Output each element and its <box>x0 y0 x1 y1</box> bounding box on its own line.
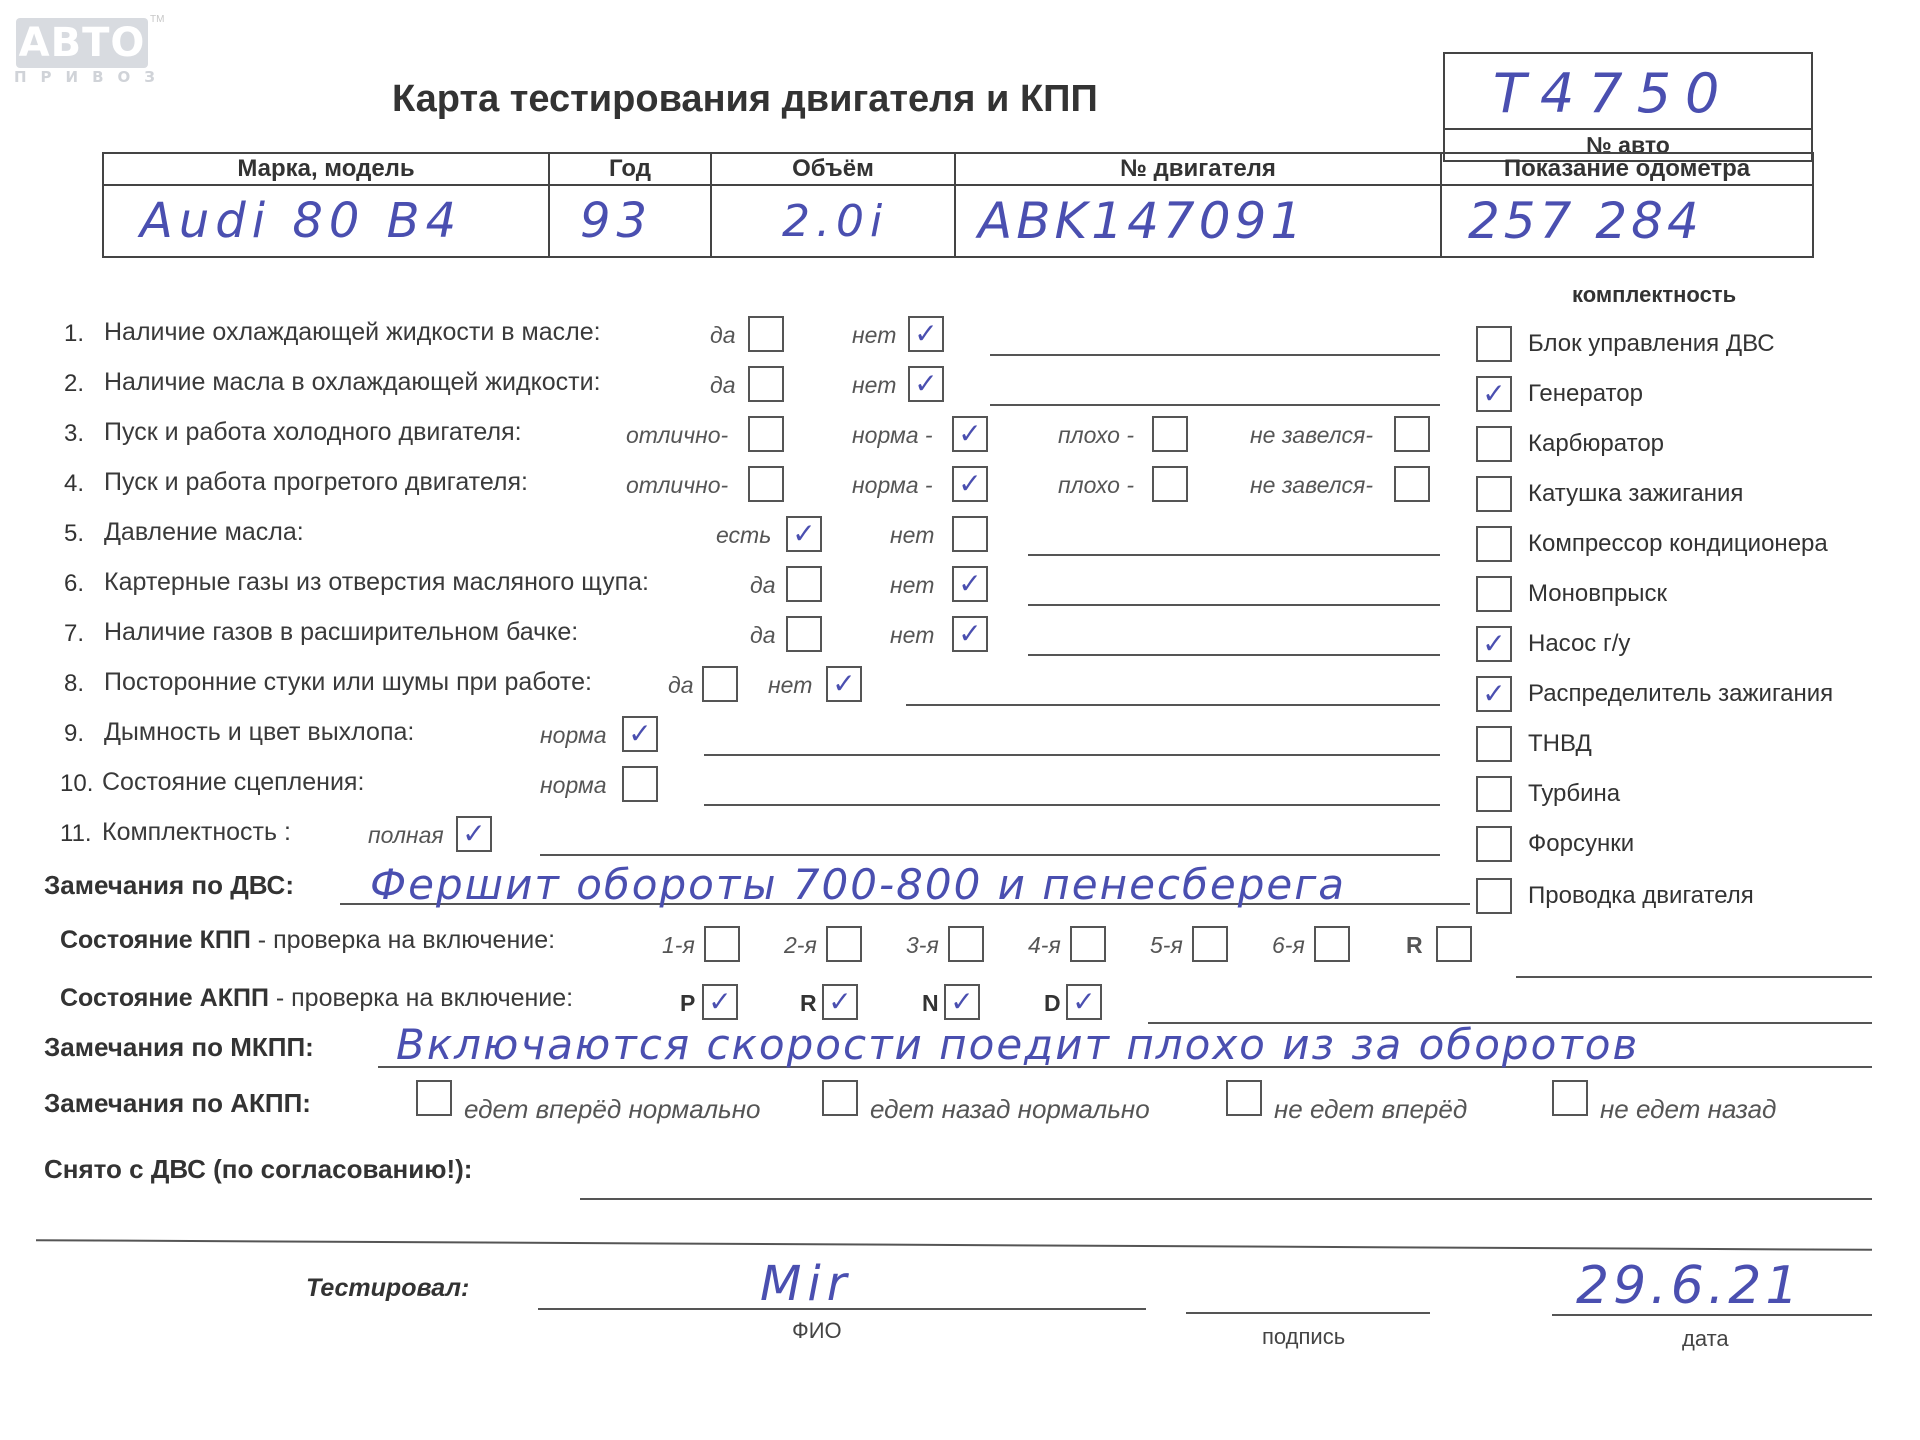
question-text: Наличие охлаждающей жидкости в масле: <box>104 318 601 346</box>
mode-checkbox[interactable] <box>822 984 858 1020</box>
akpp-label-bold: Состояние АКПП <box>60 984 269 1012</box>
kit-item-label: Моновпрыск <box>1528 580 1668 607</box>
question-text: Пуск и работа холодного двигателя: <box>104 418 522 446</box>
auto-number-label: № авто <box>1586 132 1670 158</box>
question-text: Комплектность : <box>102 818 291 846</box>
option-checkbox[interactable] <box>748 466 784 502</box>
option-label: нет <box>768 672 813 698</box>
make-model-value: Audi 80 B4 <box>140 193 463 249</box>
mode-label: P <box>680 990 696 1016</box>
question-number: 5. <box>64 520 85 547</box>
kit-checkbox[interactable] <box>1476 376 1512 412</box>
kit-item-label: ТНВД <box>1528 730 1592 757</box>
answer-line <box>540 854 1440 856</box>
check-mark-icon: ✓ <box>914 367 938 400</box>
option-checkbox[interactable] <box>622 766 658 802</box>
remarks-engine-label: Замечания по ДВС: <box>44 870 294 900</box>
option-checkbox[interactable] <box>1394 416 1430 452</box>
kpp-label-bold: Состояние КПП <box>60 926 251 954</box>
akpp-remark-checkbox[interactable] <box>1552 1080 1588 1116</box>
akpp-remark-checkbox[interactable] <box>416 1080 452 1116</box>
check-mark-icon: ✓ <box>462 817 486 850</box>
remarks-akpp-label: Замечания по АКПП: <box>44 1088 311 1118</box>
option-checkbox[interactable] <box>908 316 944 352</box>
question-text: Наличие газов в расширительном бачке: <box>104 618 579 646</box>
kit-checkbox[interactable] <box>1476 826 1512 862</box>
gear-label: 2-я <box>784 932 817 958</box>
tested-label: Тестировал: <box>306 1274 470 1302</box>
sign-caption: подпись <box>1262 1324 1346 1349</box>
check-mark-icon: ✓ <box>1482 627 1506 660</box>
check-mark-icon: ✓ <box>1482 677 1506 710</box>
answer-line <box>990 354 1440 356</box>
date-caption: дата <box>1682 1326 1729 1351</box>
answer-line <box>906 704 1440 706</box>
kpp-label <box>60 926 555 955</box>
col-volume: Объём <box>711 153 955 185</box>
col-make-model: Марка, модель <box>103 153 549 185</box>
remarks-mkpp-value: Включаются скорости поедит плохо из за оборотов <box>396 1020 1640 1069</box>
option-checkbox[interactable] <box>702 666 738 702</box>
cell-volume <box>711 185 955 257</box>
check-mark-icon: ✓ <box>628 717 652 750</box>
check-mark-icon: ✓ <box>914 317 938 350</box>
kpp-line <box>1516 976 1872 978</box>
question-number: 7. <box>64 620 85 647</box>
odometer-value: 257 284 <box>1468 192 1703 250</box>
gear-checkbox[interactable] <box>1070 926 1106 962</box>
mode-checkbox[interactable] <box>702 984 738 1020</box>
option-label: нет <box>852 322 897 348</box>
page-title: Карта тестирования двигателя и КПП <box>392 78 1098 120</box>
question-number: 2. <box>64 370 85 397</box>
option-label: норма - <box>852 422 933 448</box>
check-mark-icon: ✓ <box>958 567 982 600</box>
sign-line <box>1186 1312 1430 1314</box>
option-label: нет <box>890 622 935 648</box>
kit-item-label: Компрессор кондиционера <box>1528 530 1828 557</box>
option-checkbox[interactable] <box>748 416 784 452</box>
auto-number-box <box>1443 52 1813 128</box>
kit-checkbox[interactable] <box>1476 326 1512 362</box>
col-odometer: Показание одометра <box>1441 153 1813 185</box>
check-mark-icon: ✓ <box>958 617 982 650</box>
gear-checkbox[interactable] <box>1436 926 1472 962</box>
kit-checkbox[interactable] <box>1476 726 1512 762</box>
question-text: Посторонние стуки или шумы при работе: <box>104 668 592 696</box>
question-number: 9. <box>64 720 85 747</box>
answer-line <box>1028 604 1440 606</box>
kit-item-label: Блок управления ДВС <box>1528 330 1775 357</box>
question-number: 6. <box>64 570 85 597</box>
option-checkbox[interactable] <box>786 516 822 552</box>
question-text: Дымность и цвет выхлопа: <box>104 718 415 746</box>
option-checkbox[interactable] <box>1152 416 1188 452</box>
option-label: плохо - <box>1058 472 1134 498</box>
logo: АВТО <box>16 18 148 68</box>
cell-year <box>549 185 711 257</box>
akpp-label-rest: - проверка на включение: <box>268 984 574 1012</box>
akpp-remark-label: едет назад нормально <box>870 1094 1150 1124</box>
removed-label: Снято с ДВС (по согласованию!): <box>44 1154 473 1184</box>
akpp-remark-label: не едет вперёд <box>1274 1094 1468 1124</box>
gear-checkbox[interactable] <box>948 926 984 962</box>
col-year: Год <box>549 153 711 185</box>
option-checkbox[interactable] <box>826 666 862 702</box>
check-mark-icon: ✓ <box>958 467 982 500</box>
completeness-title: комплектность <box>1572 282 1737 307</box>
akpp-label <box>60 984 573 1013</box>
option-checkbox[interactable] <box>1394 466 1430 502</box>
vehicle-info-table <box>102 152 1814 258</box>
option-checkbox[interactable] <box>952 616 988 652</box>
option-checkbox[interactable] <box>952 566 988 602</box>
option-label: есть <box>716 522 772 548</box>
kit-checkbox[interactable] <box>1476 476 1512 512</box>
answer-line <box>1028 654 1440 656</box>
check-mark-icon: ✓ <box>950 985 974 1018</box>
option-label: да <box>750 622 776 648</box>
question-number: 11. <box>60 820 92 847</box>
gear-label: 6-я <box>1272 932 1305 958</box>
option-label: полная <box>368 822 444 848</box>
question-text: Состояние сцепления: <box>102 768 365 796</box>
question-text: Пуск и работа прогретого двигателя: <box>104 468 528 496</box>
fio-caption: ФИО <box>792 1318 842 1343</box>
logo-subtitle: ПРИВОЗ <box>14 68 169 86</box>
gear-label: 5-я <box>1150 932 1183 958</box>
option-checkbox[interactable] <box>622 716 658 752</box>
answer-line <box>990 404 1440 406</box>
question-number: 4. <box>64 470 85 497</box>
kit-checkbox[interactable] <box>1476 426 1512 462</box>
check-mark-icon: ✓ <box>708 985 732 1018</box>
kit-item-label: Распределитель зажигания <box>1528 680 1834 707</box>
option-checkbox[interactable] <box>786 566 822 602</box>
option-label: да <box>710 322 736 348</box>
kit-checkbox[interactable] <box>1476 776 1512 812</box>
auto-number-value: Т4750 <box>1493 62 1734 125</box>
option-checkbox[interactable] <box>748 316 784 352</box>
mode-checkbox[interactable] <box>944 984 980 1020</box>
answer-line <box>704 804 1440 806</box>
year-value: 93 <box>580 193 654 249</box>
option-label: нет <box>852 372 897 398</box>
mode-label: N <box>922 990 939 1016</box>
option-label: да <box>750 572 776 598</box>
kit-item-label: Форсунки <box>1528 830 1635 857</box>
mode-label: R <box>800 990 817 1016</box>
trademark: TM <box>150 14 165 25</box>
date-value: 29.6.21 <box>1576 1256 1803 1316</box>
option-label: не завелся- <box>1250 422 1374 448</box>
gear-checkbox[interactable] <box>1192 926 1228 962</box>
option-label: норма <box>540 722 607 748</box>
check-mark-icon: ✓ <box>792 517 816 550</box>
kit-item-label: Проводка двигателя <box>1528 882 1754 909</box>
gear-label: 3-я <box>906 932 939 958</box>
kit-item-label: Катушка зажигания <box>1528 480 1744 507</box>
mode-label: D <box>1044 990 1061 1016</box>
check-mark-icon: ✓ <box>832 667 856 700</box>
option-checkbox[interactable] <box>786 616 822 652</box>
option-checkbox[interactable] <box>952 416 988 452</box>
kit-item-label: Генератор <box>1528 380 1643 407</box>
question-text: Картерные газы из отверстия масляного щупа: <box>104 568 649 596</box>
gear-checkbox[interactable] <box>826 926 862 962</box>
check-mark-icon: ✓ <box>828 985 852 1018</box>
akpp-remark-label: едет вперёд нормально <box>464 1094 761 1124</box>
answer-line <box>1028 554 1440 556</box>
option-checkbox[interactable] <box>952 516 988 552</box>
kit-item-label: Карбюратор <box>1528 430 1665 457</box>
akpp-remark-checkbox[interactable] <box>822 1080 858 1116</box>
col-engine-no: № двигателя <box>955 153 1441 185</box>
cell-engine-no <box>955 185 1441 257</box>
kit-checkbox[interactable] <box>1476 878 1512 914</box>
option-label: норма - <box>852 472 933 498</box>
question-number: 1. <box>64 320 85 347</box>
option-checkbox[interactable] <box>908 366 944 402</box>
option-label: плохо - <box>1058 422 1134 448</box>
option-label: не завелся- <box>1250 472 1374 498</box>
gear-checkbox[interactable] <box>1314 926 1350 962</box>
option-label: да <box>710 372 736 398</box>
option-label: нет <box>890 522 935 548</box>
fio-value: Mir <box>760 1256 853 1312</box>
check-mark-icon: ✓ <box>1482 377 1506 410</box>
akpp-remark-checkbox[interactable] <box>1226 1080 1262 1116</box>
question-number: 8. <box>64 670 85 697</box>
option-checkbox[interactable] <box>748 366 784 402</box>
kit-item-label: Насос г/у <box>1528 630 1631 657</box>
engine-no-value: ABK147091 <box>978 192 1307 250</box>
question-text: Давление масла: <box>104 518 304 546</box>
kit-checkbox[interactable] <box>1476 626 1512 662</box>
question-text: Наличие масла в охлаждающей жидкости: <box>104 368 601 396</box>
check-mark-icon: ✓ <box>1072 985 1096 1018</box>
option-checkbox[interactable] <box>456 816 492 852</box>
removed-line-2 <box>36 1239 1872 1251</box>
remarks-mkpp-label: Замечания по МКПП: <box>44 1032 314 1062</box>
question-number: 3. <box>64 420 85 447</box>
removed-line-1 <box>580 1198 1872 1200</box>
option-label: отлично- <box>626 472 729 498</box>
gear-label: 1-я <box>662 932 695 958</box>
cell-make-model <box>103 185 549 257</box>
gear-checkbox[interactable] <box>704 926 740 962</box>
mode-checkbox[interactable] <box>1066 984 1102 1020</box>
option-label: нет <box>890 572 935 598</box>
gear-label: 4-я <box>1028 932 1061 958</box>
answer-line <box>704 754 1440 756</box>
gear-label: R <box>1406 932 1423 958</box>
kit-item-label: Турбина <box>1528 780 1621 807</box>
kit-checkbox[interactable] <box>1476 676 1512 712</box>
remarks-engine-value: Фершит обороты 700-800 и пенесберега <box>370 860 1347 909</box>
volume-value: 2.0i <box>782 195 889 247</box>
kpp-label-rest: - проверка на включение: <box>250 926 556 954</box>
kit-checkbox[interactable] <box>1476 526 1512 562</box>
option-label: норма <box>540 772 607 798</box>
question-number: 10. <box>60 770 94 797</box>
option-checkbox[interactable] <box>1152 466 1188 502</box>
akpp-remark-label: не едет назад <box>1600 1094 1777 1124</box>
option-checkbox[interactable] <box>952 466 988 502</box>
option-label: отлично- <box>626 422 729 448</box>
check-mark-icon: ✓ <box>958 417 982 450</box>
option-label: да <box>668 672 694 698</box>
kit-checkbox[interactable] <box>1476 576 1512 612</box>
cell-odometer <box>1441 185 1813 257</box>
